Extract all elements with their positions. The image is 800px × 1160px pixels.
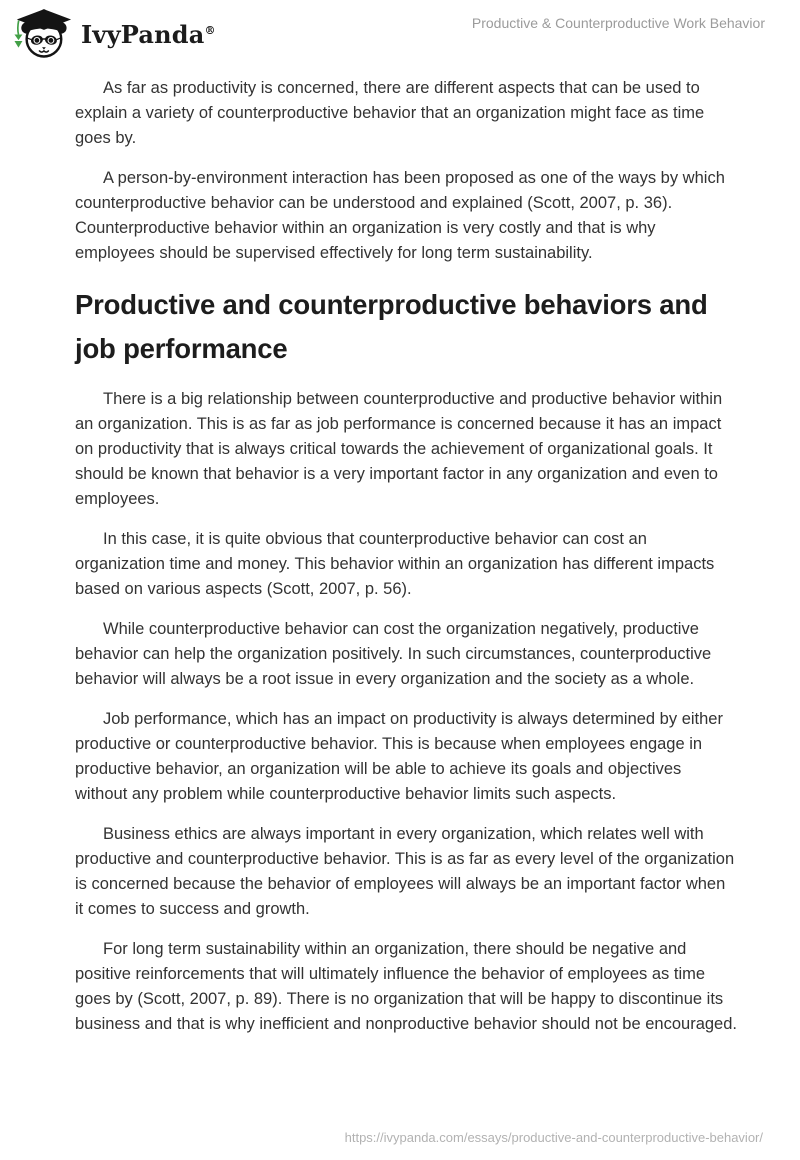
paragraph: While counterproductive behavior can cost the organization negatively, productive behavior can help the organization positively. In such circumstances, counterproductive behavior will always be a root issue in every organization and the society as a whole. [75,620,712,688]
paragraph: As far as productivity is concerned, there are different aspects that can be used to explain a variety of counterproductive behavior that an organization might face as time goes by. [75,79,705,147]
paragraph: There is a big relationship between counterproductive and productive behavior within an organization. This is as far as job performance is concerned because it has an impact on productivity that is always critical towards the achievement of organizational goals. It should be known that behavior is a very important factor in any organization and even to employees. [75,390,723,508]
paragraph: A person-by-environment interaction has been proposed as one of the ways by which counterproductive behavior can be understood and explained (Scott, 2007, p. 36). Counterproductive behavior within an organization is very costly and that is why employees should be supervised effectively for long term sustainability. [75,169,725,262]
article [0,60,800,1037]
panda-graduation-cap-icon [14,9,72,60]
section-heading: Productive and counterproductive behaviors and job performance [75,289,708,364]
document-title: Productive & Counterproductive Work Behavior [471,15,765,31]
paragraph: In this case, it is quite obvious that counterproductive behavior can cost an organization time and money. This behavior within an organization has different impacts based on various aspects (Scott, 2007, p. 56). [75,530,715,598]
paragraph: For long term sustainability within an organization, there should be negative and positive reinforcements that will ultimately influence the behavior of employees as time goes by (Scott, 2007, p. 89). There is no organization that will be happy to discontinue its business and that is why inefficient and nonproductive behavior should not be encouraged. [75,940,737,1033]
paragraph: Business ethics are always important in every organization, which relates well with productive and counterproductive behavior. This is as far as every level of the organization is concerned because the behavior of employees will always be an important factor when it comes to success and growth. [75,825,735,918]
paragraph: Job performance, which has an impact on productivity is always determined by either productive or counterproductive behavior. This is because when employees engage in productive behavior, an organization will be able to achieve its goals and objectives without any problem while counterproductive behavior limits such aspects. [75,710,723,803]
registered-trademark: ® [204,23,216,37]
source-url[interactable]: https://ivypanda.com/essays/productive-and-counterproductive-behavior/ [344,1130,763,1145]
brand-text: IvyPanda [81,19,205,49]
page-header [0,0,800,60]
brand-name [81,20,216,49]
